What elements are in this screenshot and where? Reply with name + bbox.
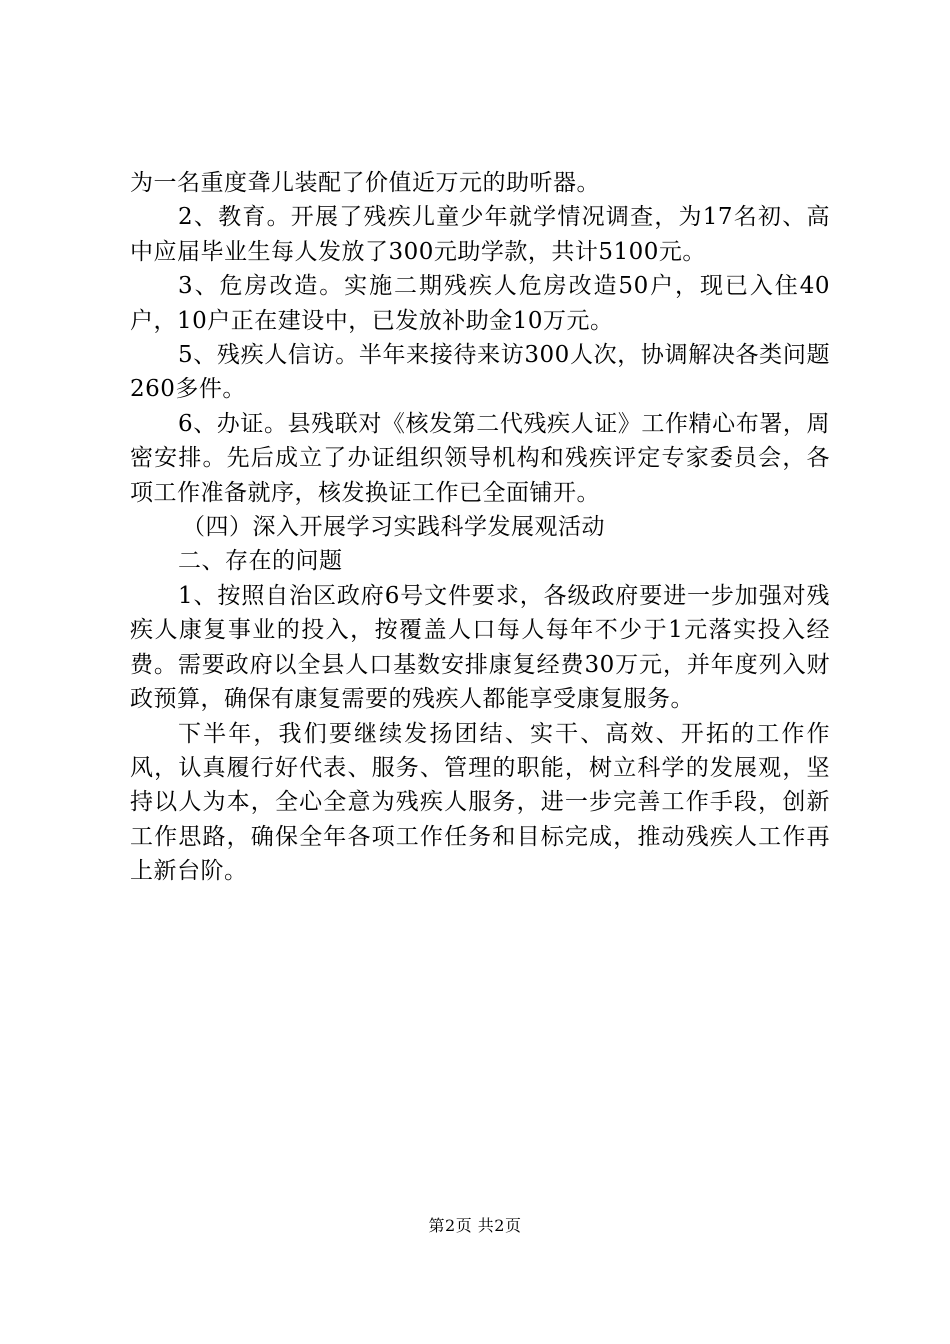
paragraph-certification: 6、办证。县残联对《核发第二代残疾人证》工作精心布署，周密安排。先后成立了办证组织领导机构和残疾评定专家委员会，各项工作准备就序，核发换证工作已全面铺开。 xyxy=(130,410,830,506)
paragraph-hearing-aid: 为一名重度聋儿装配了价值近万元的助听器。 xyxy=(130,170,600,196)
paragraph-housing-renovation: 3、危房改造。实施二期残疾人危房改造50户，现已入住40户，10户正在建设中，已发放补助金10万元。 xyxy=(130,273,830,334)
section-heading-problems: 二、存在的问题 xyxy=(178,548,343,575)
paragraph-petitions: 5、残疾人信访。半年来接待来访300人次，协调解决各类问题260多件。 xyxy=(130,342,830,403)
section-heading-four: （四）深入开展学习实践科学发展观活动 xyxy=(182,514,605,541)
page-footer: 第2页 共2页 xyxy=(428,1216,522,1235)
document-body xyxy=(130,166,830,889)
paragraph-education: 2、教育。开展了残疾儿童少年就学情况调查，为17名初、高中应届毕业生每人发放了300元助学款，共计5100元。 xyxy=(130,204,830,265)
paragraph-second-half-plan: 下半年，我们要继续发扬团结、实干、高效、开拓的工作作风，认真履行好代表、服务、管理的职能，树立科学的发展观，坚持以人为本，全心全意为残疾人服务，进一步完善工作手段，创新工作思路，确保全年各项工作任务和目标完成，推动残疾人工作再上新台阶。 xyxy=(130,720,830,885)
paragraph-problem-one: 1、按照自治区政府6号文件要求，各级政府要进一步加强对残疾人康复事业的投入，按覆盖人口每人每年不少于1元落实投入经费。需要政府以全县人口基数安排康复经费30万元，并年度列入财政预算，确保有康复需要的残疾人都能享受康复服务。 xyxy=(130,582,830,713)
